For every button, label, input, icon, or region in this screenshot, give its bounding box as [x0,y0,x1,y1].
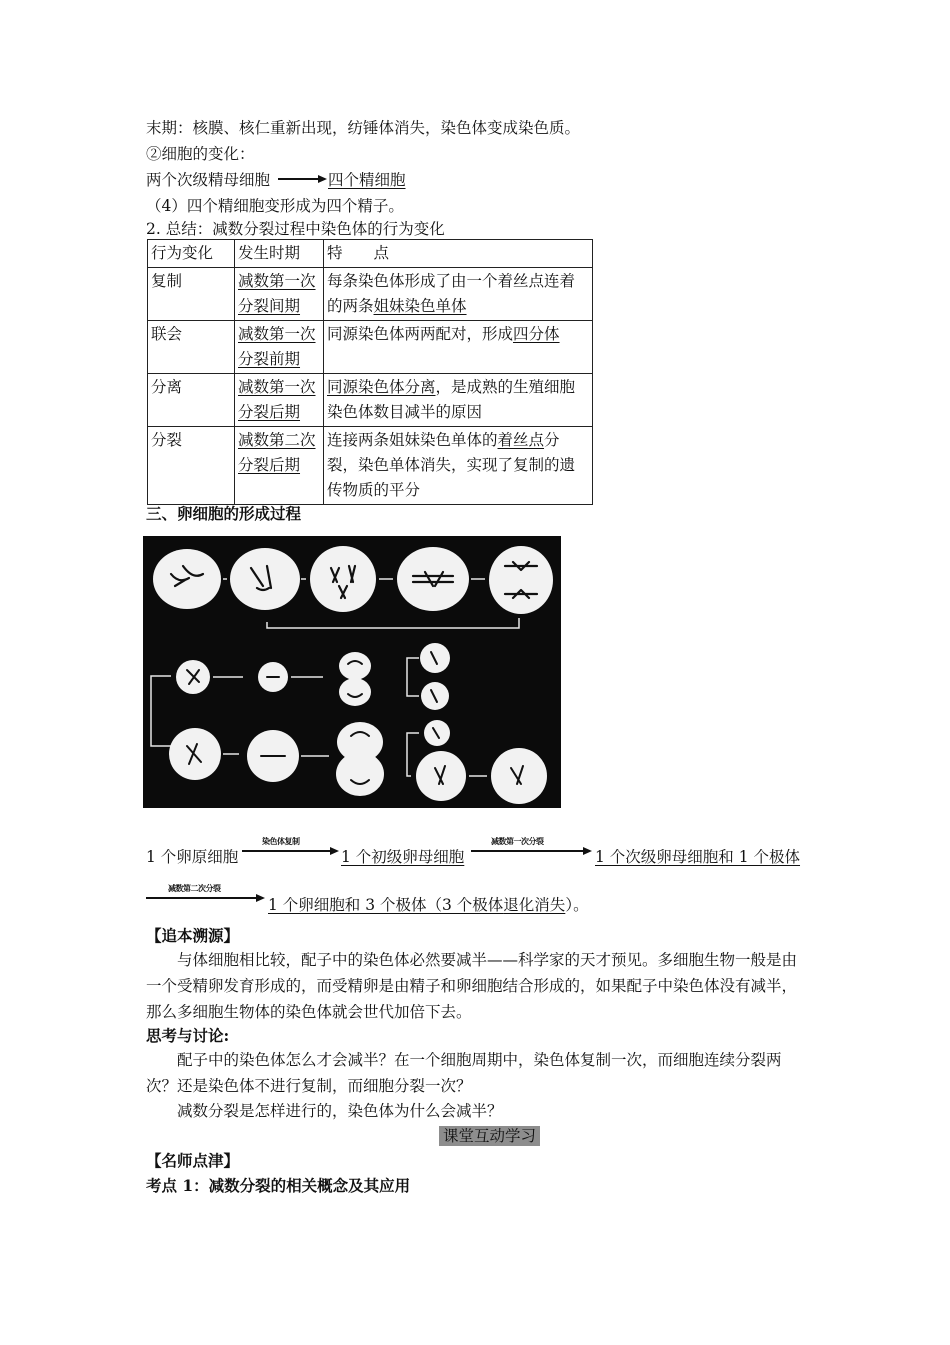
feature-text: 每条染色体形成了由一个着丝点连着的两条 [327,272,576,315]
feature-text: ，是成熟的生殖细胞染色体数目减半的原因 [327,378,576,421]
cell-change-heading: ②细胞的变化： [146,145,255,163]
discussion-question-2: 减数分裂是怎样进行的，染色体为什么会减半？ [177,1102,503,1120]
header-time: 发生时期 [235,240,324,268]
header-behavior: 行为变化 [148,240,235,268]
flow-arrow-label-2: 减数第一次分裂 [491,836,544,846]
telophase-text: 末期：核膜、核仁重新出现，纺锤体消失，染色体变成染色质。 [146,119,581,137]
classroom-section-label [439,1124,540,1146]
time-cell: 减数第二次分裂后期 [235,427,324,505]
flow-primary-oocyte: 1 个初级卵母细胞 [341,848,465,866]
feature-cell [324,268,593,321]
behavior-cell: 分离 [148,374,235,427]
oogenesis-figure [143,536,561,808]
feature-text: 分裂，染色单体消失，实现了复制的遗传物质的平分 [327,431,576,499]
section-3-heading: 三、卵细胞的形成过程 [146,504,302,523]
cell-metaphase [397,547,469,611]
flow-result-end: ）。 [565,896,589,914]
flow-arrow-line [146,897,258,899]
classroom-highlight: 课堂互动学习 [439,1126,540,1146]
table-row [148,427,593,505]
secondary-spermatocyte-label: 两个次级精母细胞 [146,171,271,189]
feature-cell [324,321,593,374]
behavior-cell: 分裂 [148,427,235,505]
feature-cell [324,427,593,505]
flow-arrow-label-3: 减数第二次分裂 [168,883,221,893]
point-1-heading: 考点 1：减数分裂的相关概念及其应用 [146,1176,411,1195]
time-cell: 减数第一次分裂前期 [235,321,324,374]
origin-heading: 【追本溯源】 [146,926,240,945]
item-4-text: （4）四个精细胞变形成为四个精子。 [146,197,404,215]
arrow-head-icon [330,847,339,855]
time-cell: 减数第一次分裂间期 [235,268,324,321]
header-feature: 特 点 [324,240,593,268]
cell-anaphase-2-lower [336,752,384,796]
arrow-line [278,178,320,180]
arrow-head-icon [256,894,265,902]
discussion-heading: 思考与讨论: [146,1026,230,1045]
flow-arrow-line [471,850,585,852]
table-header-row [148,240,593,268]
arrow-head-icon [318,175,327,183]
flow-degenerate-text: 退化消失 [503,896,566,914]
discussion-question-1: 配子中的染色体怎么才会减半？在一个细胞周期中，染色体复制一次，而细胞连续分裂两次？还是染色体不进行复制，而细胞分裂一次？ [146,1051,782,1095]
arrow-head-icon [583,847,592,855]
cell-anaphase [489,546,553,614]
cell-interphase [230,548,300,610]
time-cell: 减数第一次分裂后期 [235,374,324,427]
feature-cell [324,374,593,427]
feature-underlined: 着丝点 [497,431,545,449]
feature-text: 连接两条姐妹染色单体的 [327,431,498,449]
cell-division-upper [339,652,371,680]
feature-underlined: 四分体 [513,325,560,343]
flow-result-text: 1 个卵细胞和 3 个极体（3 个极体 [268,896,504,914]
flow-oogonium: 1 个卵原细胞 [146,848,239,866]
cell-division-lower [339,678,371,706]
feature-underlined: 姐妹染色单体 [373,297,467,315]
table-row [148,268,593,321]
table-row [148,374,593,427]
feature-text: 同源染色体两两配对，形成 [327,325,514,343]
flow-result [268,893,589,915]
table-row [148,321,593,374]
teacher-heading: 【名师点津】 [146,1151,240,1170]
summary-heading: 2. 总结：减数分裂过程中染色体的行为变化 [146,220,445,238]
flow-arrow-label-1: 染色体复制 [262,836,300,846]
cell-prophase [310,546,376,612]
flow-arrow-line [242,850,332,852]
flow-secondary-oocyte: 1 个次级卵母细胞和 1 个极体 [595,848,801,866]
behavior-cell: 联会 [148,321,235,374]
feature-underlined: 同源染色体分离 [327,378,436,396]
behavior-cell: 复制 [148,268,235,321]
origin-paragraph: 与体细胞相比较，配子中的染色体必然要减半——科学家的天才预见。多细胞生物一般是由一个受精卵发育形成的，而受精卵是由精子和卵细胞结合形成的，如果配子中染色体没有减半，那么多细胞生物体的染色体就会世代加倍下去。 [146,951,798,1021]
chromosome-behavior-table [147,239,593,505]
spermatid-label: 四个精细胞 [328,171,406,189]
